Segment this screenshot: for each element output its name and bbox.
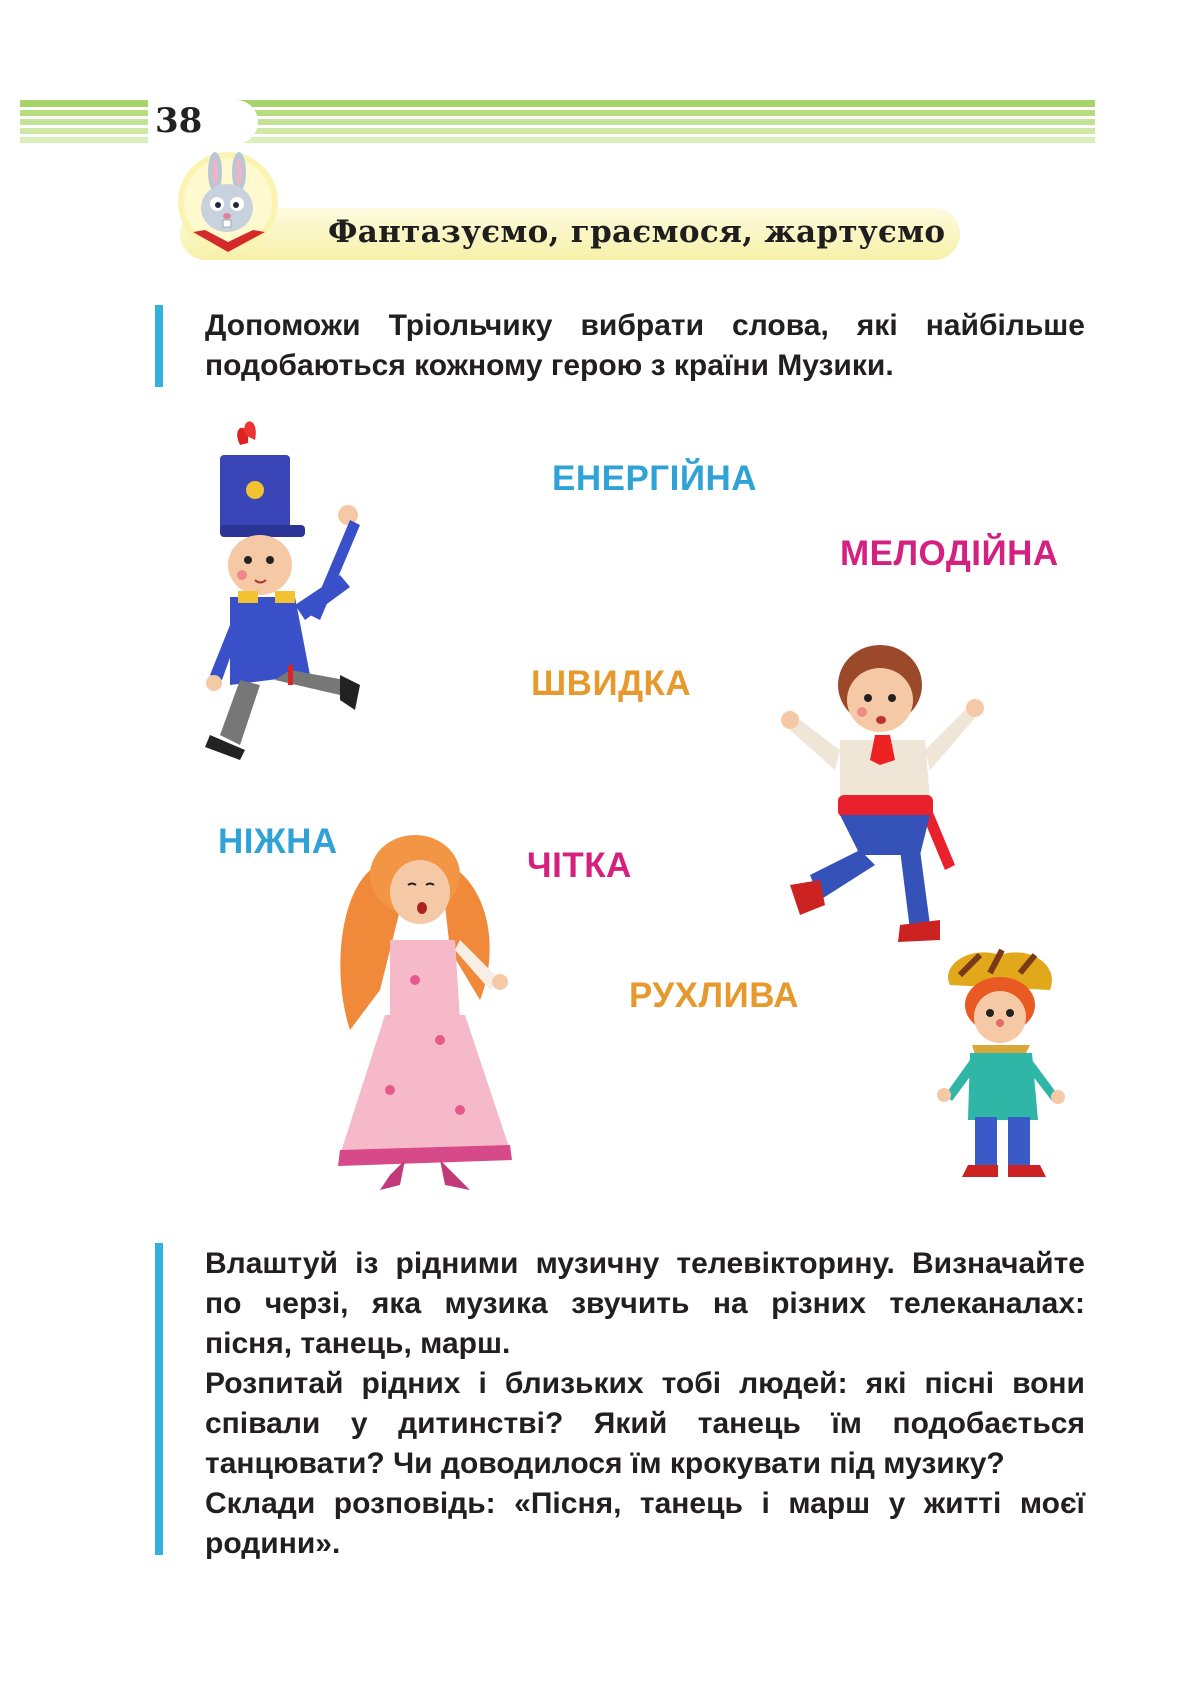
soldier-illustration	[200, 425, 400, 795]
word-gentle: НІЖНА	[218, 822, 338, 861]
task-1-text	[205, 306, 1085, 386]
task-2-line-8: родини».	[205, 1527, 341, 1560]
word-energetic: ЕНЕРГІЙНА	[552, 459, 758, 498]
task-1-line-2: подобаються кожному герою з країни Музики.	[205, 349, 894, 382]
word-clear: ЧІТКА	[527, 846, 632, 885]
word-lively: РУХЛИВА	[629, 976, 800, 1015]
cossack-boy-illustration	[780, 640, 1020, 950]
task-2-line-4: Розпитай рідних і близьких тобі людей: які пісні вони	[205, 1367, 1085, 1400]
rabbit-icon	[173, 150, 293, 270]
girl-illustration	[320, 830, 540, 1200]
page-number: 38	[155, 101, 203, 141]
word-melodic: МЕЛОДІЙНА	[840, 534, 1059, 573]
paragraph-marker-bar	[155, 305, 163, 387]
paragraph-marker-bar-2	[155, 1243, 163, 1555]
word-fast: ШВИДКА	[531, 664, 692, 703]
jester-illustration	[930, 945, 1080, 1190]
task-2-line-5: співали у дитинстві? Який танець їм подобається	[205, 1407, 1085, 1440]
task-1-line-1: Допоможи Тріольчику вибрати слова, які найбільше	[205, 309, 1085, 342]
task-2-line-1: Влаштуй із рідними музичну телевікторину. Визначайте	[205, 1247, 1085, 1280]
section-title: Фантазуємо, граємося, жартуємо	[328, 214, 946, 250]
task-2-line-6: танцювати? Чи доводилося їм крокувати під музику?	[205, 1447, 1005, 1480]
task-2-line-3: пісня, танець, марш.	[205, 1327, 511, 1360]
task-2-line-2: по черзі, яка музика звучить на різних телеканалах:	[205, 1287, 1085, 1320]
task-2-line-7: Склади розповідь: «Пісня, танець і марш у житті моєї	[205, 1487, 1085, 1520]
task-2-text	[205, 1244, 1085, 1564]
